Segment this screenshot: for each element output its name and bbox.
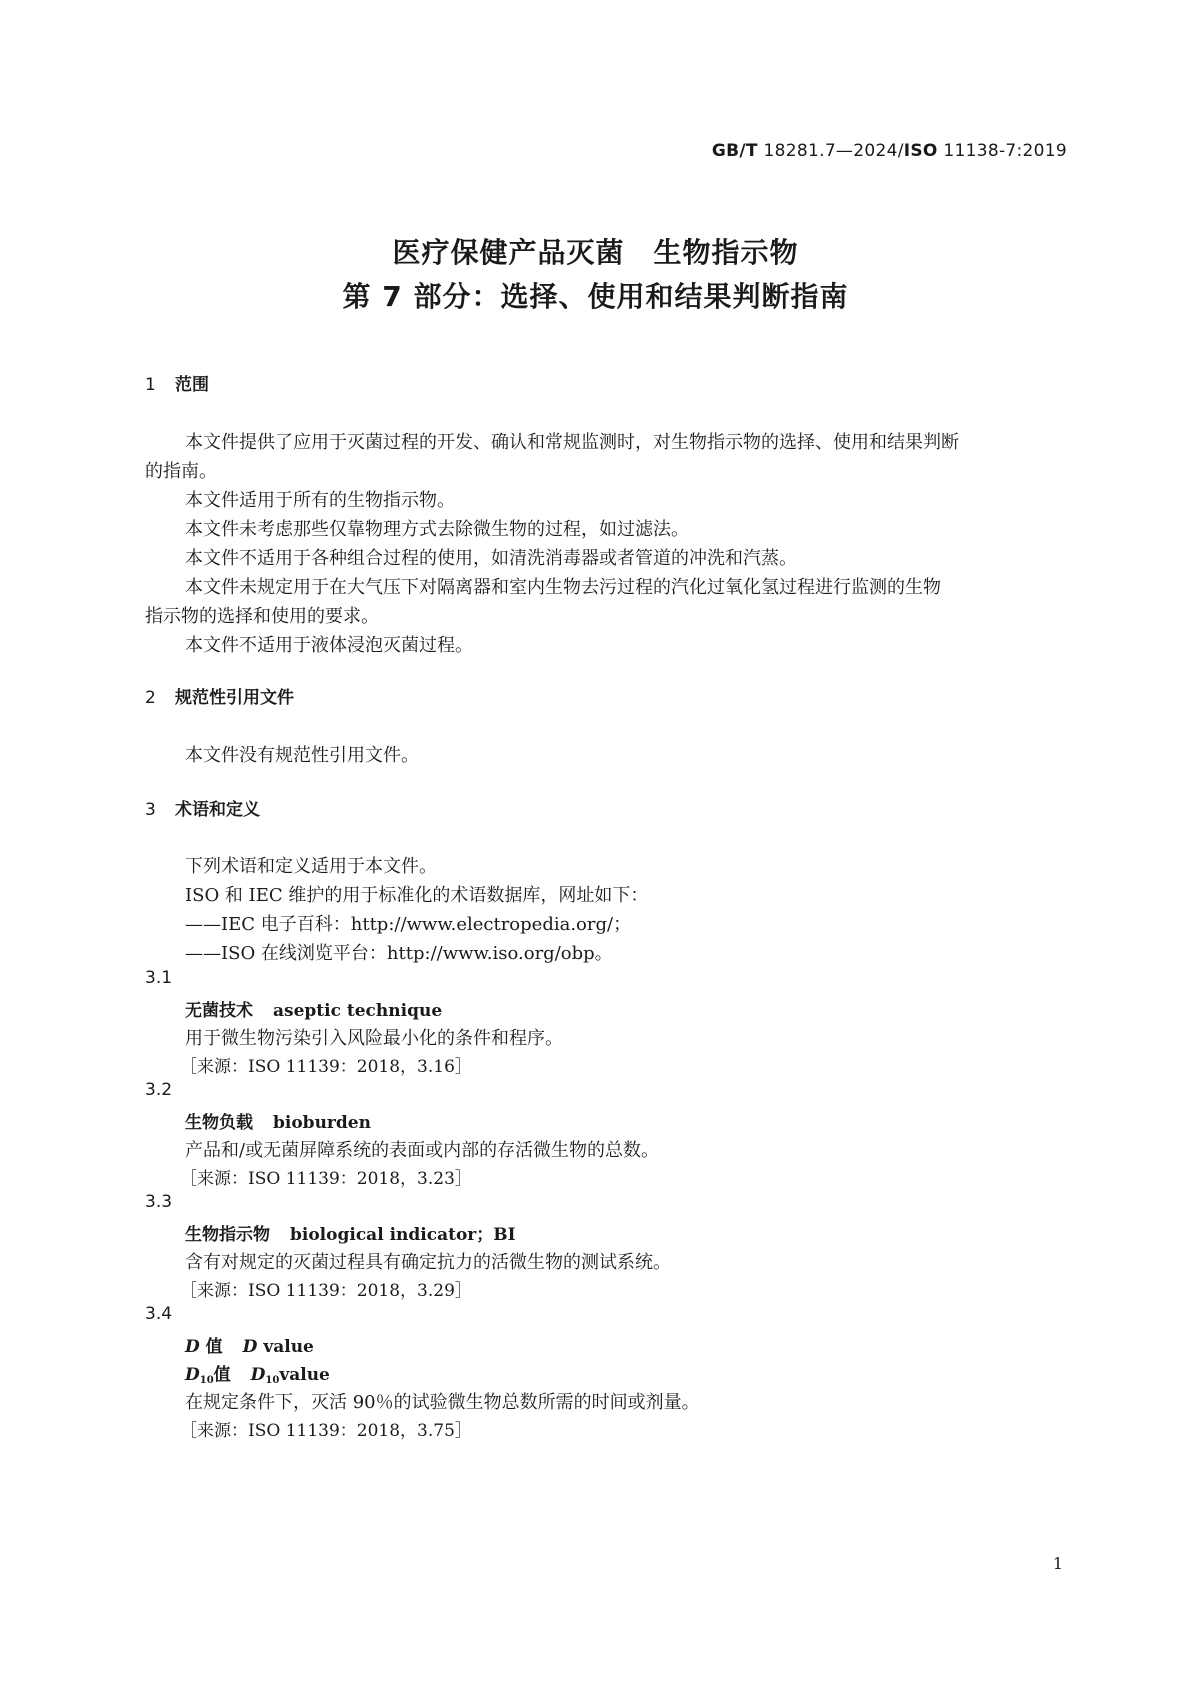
scope-paragraph-5a: 本文件未规定用于在大气压下对隔离器和室内生物去污过程的汽化过氧化氢过程进行监测的生物	[185, 577, 941, 598]
code-gbt: GB/T	[711, 141, 758, 161]
term-definition: 含有对规定的灭菌过程具有确定抗力的活微生物的测试系统。	[185, 1252, 671, 1273]
term-en-var: D	[242, 1337, 258, 1357]
scope-paragraph-1a: 本文件提供了应用于灭菌过程的开发、确认和常规监测时，对生物指示物的选择、使用和结果判断	[185, 432, 959, 453]
section-heading-scope	[145, 370, 209, 395]
scope-paragraph-6: 本文件不适用于液体浸泡灭菌过程。	[185, 635, 473, 656]
normref-paragraph: 本文件没有规范性引用文件。	[185, 745, 419, 766]
code-iso-number: 11138-7:2019	[943, 141, 1067, 161]
scope-paragraph-4: 本文件不适用于各种组合过程的使用，如清洗消毒器或者管道的冲洗和汽蒸。	[185, 548, 797, 569]
term-zh-var: D	[185, 1337, 200, 1357]
term-source: ［来源：ISO 11139：2018，3.29］	[180, 1281, 472, 1301]
term-zh: 生物负载	[185, 1113, 253, 1133]
term-en-suffix: value	[263, 1337, 314, 1357]
term-definition: 产品和/或无菌屏障系统的表面或内部的存活微生物的总数。	[185, 1140, 660, 1161]
term-definition: 在规定条件下，灭活 90％的试验微生物总数所需的时间或剂量。	[185, 1392, 700, 1413]
term-number: 3.1	[145, 968, 173, 988]
term-number: 3.3	[145, 1192, 173, 1212]
section-title: 术语和定义	[175, 800, 260, 820]
term-zh: 生物指示物	[185, 1225, 270, 1245]
term-source: ［来源：ISO 11139：2018，3.16］	[180, 1057, 472, 1077]
term-alt-heading	[185, 1360, 330, 1386]
code-iso: ISO	[903, 141, 938, 161]
section-title: 范围	[175, 375, 209, 395]
terms-intro-iec-link: ——IEC 电子百科：http://www.electropedia.org/；	[185, 914, 632, 935]
scope-paragraph-3: 本文件未考虑那些仅靠物理方式去除微生物的过程，如过滤法。	[185, 519, 689, 540]
term-source: ［来源：ISO 11139：2018，3.23］	[180, 1169, 472, 1189]
standard-code	[712, 141, 1067, 161]
term-en: biological indicator；BI	[290, 1225, 516, 1245]
term-heading	[185, 1332, 314, 1357]
term-definition: 用于微生物污染引入风险最小化的条件和程序。	[185, 1028, 563, 1049]
term-source: ［来源：ISO 11139：2018，3.75］	[180, 1421, 472, 1441]
term-alt-en-suffix: value	[279, 1365, 330, 1385]
section-number: 3	[145, 800, 156, 820]
term-zh-suffix: 值	[205, 1337, 223, 1357]
scope-paragraph-5b: 指示物的选择和使用的要求。	[145, 606, 379, 627]
terms-intro-1: 下列术语和定义适用于本文件。	[185, 856, 437, 877]
term-alt-en-sub: 10	[265, 1375, 280, 1386]
section-heading-terms	[145, 795, 260, 820]
code-number: 18281.7—2024/	[763, 141, 904, 161]
scope-paragraph-1b: 的指南。	[145, 461, 217, 482]
term-alt-sub: 10	[199, 1375, 214, 1386]
section-number: 2	[145, 688, 156, 708]
document-title-line1: 医疗保健产品灭菌 生物指示物	[392, 236, 799, 269]
scope-paragraph-2: 本文件适用于所有的生物指示物。	[185, 490, 455, 511]
term-alt-var: D	[185, 1365, 200, 1385]
term-zh: 无菌技术	[185, 1001, 253, 1021]
section-number: 1	[145, 375, 156, 395]
term-alt-zh-suffix: 值	[213, 1365, 231, 1385]
page-number: 1	[1052, 1554, 1063, 1573]
term-en: aseptic technique	[273, 1001, 443, 1021]
section-title: 规范性引用文件	[175, 688, 294, 708]
document-title-line2: 第 7 部分：选择、使用和结果判断指南	[342, 280, 849, 313]
term-alt-en-var: D	[250, 1365, 266, 1385]
term-number: 3.2	[145, 1080, 173, 1100]
terms-intro-iso-link: ——ISO 在线浏览平台：http://www.iso.org/obp。	[185, 943, 613, 964]
section-heading-normative-references	[145, 683, 294, 708]
term-number: 3.4	[145, 1304, 173, 1324]
term-heading	[185, 1220, 516, 1245]
terms-intro-2: ISO 和 IEC 维护的用于标准化的术语数据库，网址如下：	[185, 885, 649, 906]
term-heading	[185, 996, 442, 1021]
term-heading	[185, 1108, 371, 1133]
term-en: bioburden	[273, 1113, 371, 1133]
